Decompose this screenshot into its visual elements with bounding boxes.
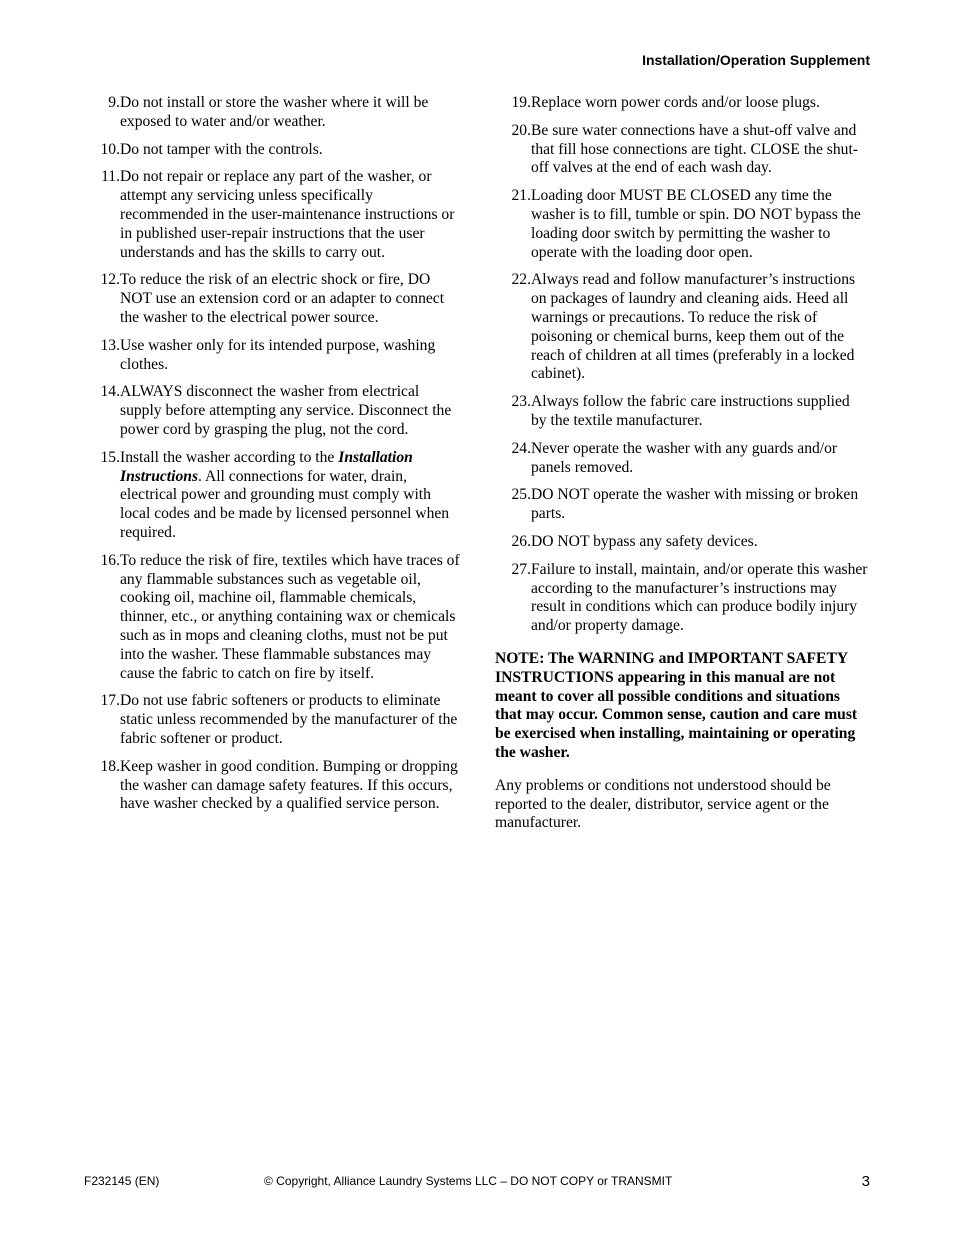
item-number: 25. [511,486,531,504]
item-text: DO NOT bypass any safety devices. [531,532,758,550]
list-item [495,440,868,478]
installation-instructions-reference: Installation Instructions [120,448,413,485]
item-text: Do not install or store the washer where it will be exposed to water and/or weather. [120,94,429,130]
item-text: Loading door MUST BE CLOSED any time the washer is to fill, tumble or spin. DO NOT bypass the loading door switch by permitting the washer to operate with the loading door open. [531,187,861,261]
list-item [84,337,460,375]
list-item [495,486,868,524]
item-number: 14. [100,383,120,401]
item-text: Do not use fabric softeners or products to eliminate static unless recommended by the manufacturer of the fabric softener or product. [120,692,458,747]
list-item [84,552,460,684]
item-text: Be sure water connections have a shut-off valve and that fill hose connections are tight. CLOSE the shut-off valves at the end of each wash day. [531,121,858,177]
list-item [84,168,460,262]
item-text: Failure to install, maintain, and/or operate this washer according to the manufacturer’s instructions may result in conditions which can produce bodily injury and/or property damage. [531,560,868,635]
item-number: 12. [100,271,120,289]
list-item [84,692,460,748]
item-text: Replace worn power cords and/or loose plugs. [531,94,820,111]
item-text: Never operate the washer with any guards and/or panels removed. [531,439,838,476]
list-item [84,758,460,814]
list-item [84,94,460,132]
list-item [495,533,868,552]
item-number: 10. [100,140,120,158]
item-number: 23. [511,393,531,411]
list-item [84,449,460,543]
list-item [84,271,460,327]
page-header-title: Installation/Operation Supplement [642,52,870,68]
list-item [495,271,868,384]
item-text: Always follow the fabric care instructions supplied by the textile manufacturer. [531,393,850,429]
safety-note: NOTE: The WARNING and IMPORTANT SAFETY INSTRUCTIONS appearing in this manual are not meant to cover all possible conditions and situations that may occur. Common sense, caution and care must be exercised when installing, maintaining or operating the washer. [495,649,858,761]
list-item [495,94,868,113]
list-item [84,141,460,160]
item-number: 15. [100,448,120,466]
item-number: 9. [108,94,120,111]
list-item [495,393,868,431]
left-column [84,94,460,823]
item-text: Always read and follow manufacturer’s instructions on packages of laundry and cleaning aids. Heed all warnings or precautions. To reduce the risk of poisoning or chemical burns, keep them out of the reach of children at all times (preferably in a locked cabinet). [531,271,856,383]
item-number: 16. [100,551,120,569]
item-number: 11. [101,168,120,186]
right-column [495,94,868,833]
item-number: 26. [511,532,531,550]
item-text: ALWAYS disconnect the washer from electrical supply before attempting any service. Disconnect the power cord by grasping the plug, not the cord. [120,383,452,438]
item-number: 22. [511,271,531,289]
item-text: Use washer only for its intended purpose, washing clothes. [120,336,436,373]
item-number: 21. [511,187,531,205]
item-text: To reduce the risk of an electric shock or fire, DO NOT use an extension cord or an adapter to connect the washer to the electrical power source. [120,271,445,326]
item-number: 17. [100,692,120,710]
item-number: 19. [511,94,531,111]
page-number: 3 [861,1173,870,1190]
list-item [495,187,868,262]
item-text: Keep washer in good condition. Bumping or dropping the washer can damage safety features. If this occurs, have washer checked by a qualified service person. [120,757,458,813]
list-item [495,561,868,636]
item-text: DO NOT operate the washer with missing or broken parts. [531,486,859,523]
item-text: To reduce the risk of fire, textiles which have traces of any flammable substances such as vegetable oil, cooking oil, machine oil, flammable chemicals, thinner, etc., or anything containing wax or chemicals such as in mops and cleaning cloths, must not be put into the washer. These flammable substances may cause the fabric to catch on fire by itself. [120,551,460,682]
list-item [84,383,460,439]
item-text: Do not tamper with the controls. [120,140,323,158]
item-text: Install the washer according to the Installation Instructions. All connections for water, drain, electrical power and grounding must comply with local codes and be made by licensed personnel when required. [120,448,450,541]
item-number: 18. [100,757,120,775]
item-number: 27. [511,560,531,578]
footer-copyright: © Copyright, Alliance Laundry Systems LLC – DO NOT COPY or TRANSMIT [264,1174,673,1188]
item-number: 24. [511,439,531,457]
item-text: Do not repair or replace any part of the washer, or attempt any servicing unless specifically recommended in the user-maintenance instructions or in published user-repair instructions that the user understands and has the skills to carry out. [120,168,455,261]
footer-doc-id: F232145 (EN) [84,1174,160,1188]
closing-paragraph: Any problems or conditions not understood should be reported to the dealer, distributor, service agent or the manufacturer. [495,776,831,832]
list-item [495,122,868,178]
item-number: 13. [100,336,120,354]
item-number: 20. [511,121,531,139]
